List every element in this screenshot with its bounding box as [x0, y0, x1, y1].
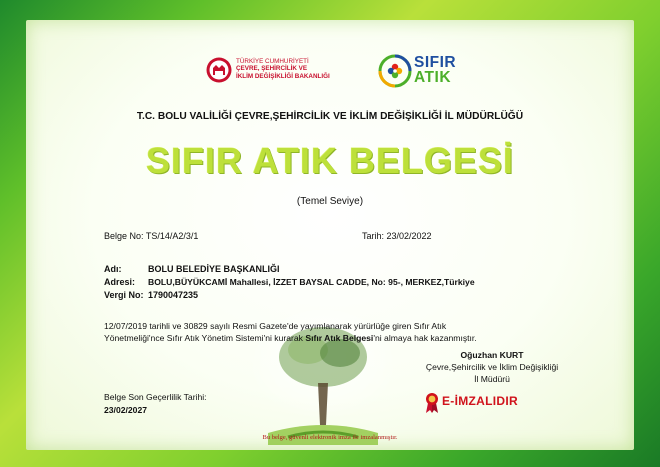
tax-number-label: Vergi No: — [104, 290, 144, 300]
validity-label: Belge Son Geçerlilik Tarihi: — [104, 392, 207, 402]
body-line-2-post: 'ni almaya hak kazanmıştır. — [373, 333, 477, 343]
document-number: Belge No: TS/14/A2/3/1 — [104, 231, 199, 241]
certificate-level: (Temel Seviye) — [296, 196, 364, 207]
address-label: Adresi: — [104, 277, 136, 287]
sifir-logo-line1: SIFIR — [414, 54, 457, 71]
body-line-2-pre: Yönetmeliği'nce Sıfır Atık Yönetim Sistemi'ni kurarak — [104, 333, 306, 343]
footer-note: Bu belge, güvenli elektronik imza ile imzalanmıştır. — [262, 434, 398, 441]
certificate-title: SIFIR ATIK BELGESİ — [145, 140, 514, 181]
validity-date: 23/02/2027 — [104, 405, 148, 415]
ministry-emblem-icon — [205, 56, 233, 84]
signer-title-2: İl Müdürü — [474, 374, 510, 384]
tax-number-value: 1790047235 — [148, 290, 199, 300]
issue-date: Tarih: 23/02/2022 — [362, 231, 432, 241]
name-label: Adı: — [104, 264, 122, 274]
sifir-atik-logo-icon — [378, 54, 412, 88]
address-value: BOLU,BÜYÜKCAMİ Mahallesi, İZZET BAYSAL CADDE, No: 95-, MERKEZ,Türkiye — [148, 277, 475, 287]
body-line-2 — [104, 333, 477, 343]
ministry-logo-line2: ÇEVRE, ŞEHİRCİLİK VE — [236, 65, 308, 73]
signer-title-1: Çevre,Şehircilik ve İklim Değişikliği — [425, 362, 559, 372]
sifir-logo-line2: ATIK — [414, 69, 452, 86]
sifir-atik-logo-text — [414, 55, 456, 85]
certificate-name-bold: Sıfır Atık Belgesi — [305, 333, 374, 343]
signer-name: Oğuzhan KURT — [460, 350, 524, 360]
award-ribbon-icon — [424, 392, 440, 414]
body-line-1: 12/07/2019 tarihli ve 30829 sayılı Resmi Gazete'de yayımlanarak yürürlüğe giren Sıfır Atık — [104, 321, 447, 331]
name-value: BOLU BELEDİYE BAŞKANLIĞI — [148, 264, 280, 274]
ministry-logo-line3: İKLİM DEĞİŞİKLİĞİ BAKANLIĞI — [236, 72, 330, 80]
e-signature-badge: E-İMZALIDIR — [442, 394, 518, 408]
ministry-logo-text — [236, 58, 330, 80]
ministry-logo-line1: TÜRKİYE CUMHURİYETİ — [236, 58, 309, 65]
issuing-authority: T.C. BOLU VALİLİĞİ ÇEVRE,ŞEHİRCİLİK VE İKLİM DEĞİŞİKLİĞİ İL MÜDÜRLÜĞÜ — [136, 111, 524, 122]
